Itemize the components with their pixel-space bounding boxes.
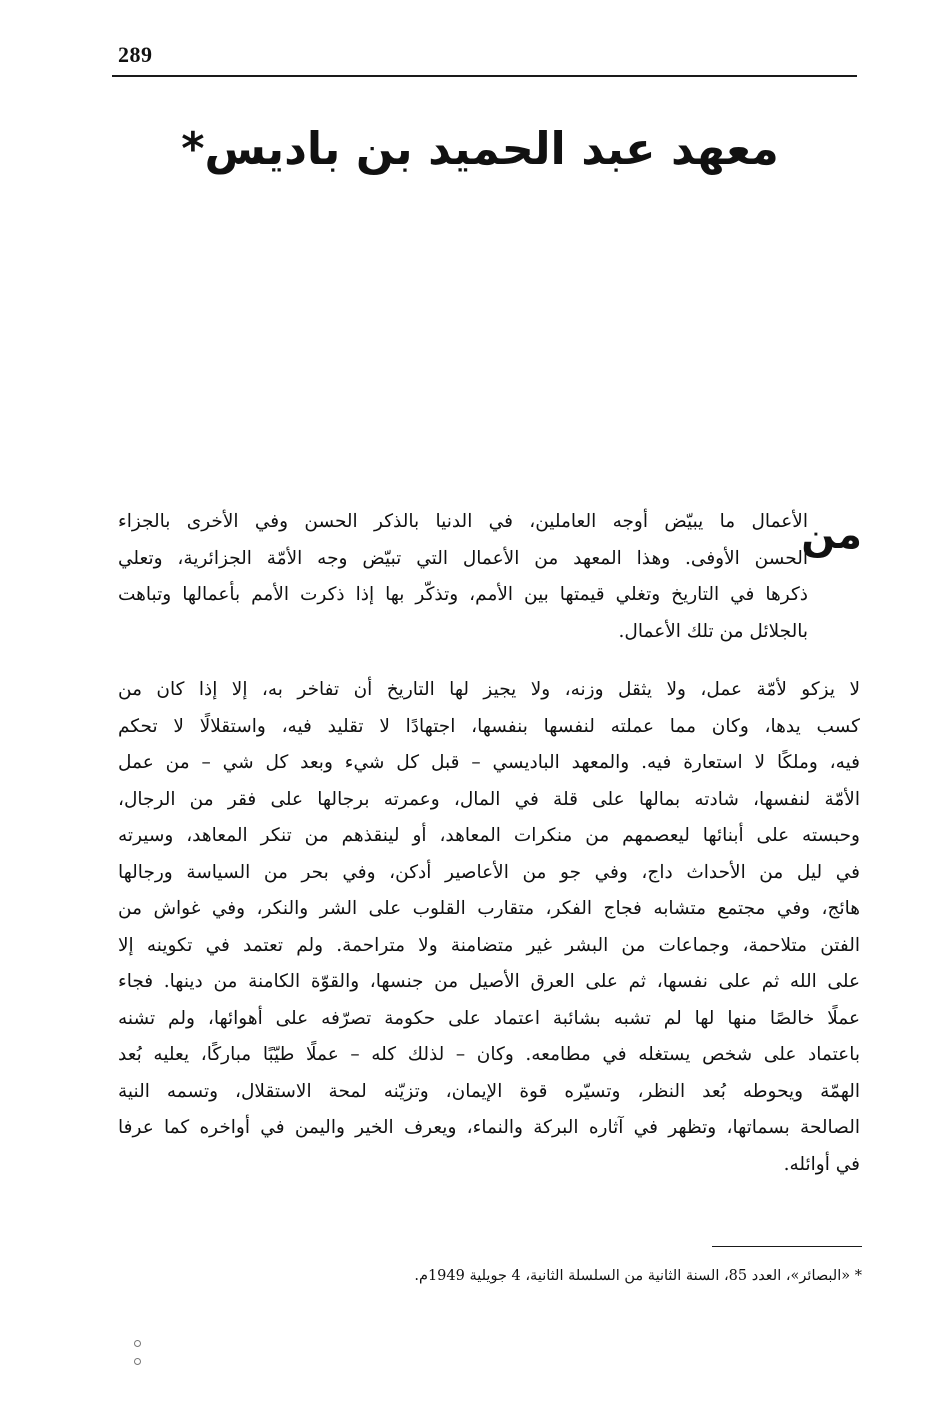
page-number: 289	[118, 42, 153, 67]
text-line: الحسن الأوفى. وهذا المعهد من الأعمال التي تبيّض وجه الأمّة الجزائرية، وتعلي	[118, 547, 808, 569]
text-line: على الله ثم على نفسها، ثم على العرق الأصيل من جنسها، والقوّة الكامنة من دينها. فجاء	[118, 971, 860, 992]
footnote-rule	[712, 1246, 862, 1247]
text-line: في أوائله.	[783, 1153, 860, 1175]
text-line: فيه، وملكًا لا استعارة فيه. والمعهد الباديسي – قبل كل شيء وبعد كل شي – من عمل	[118, 752, 860, 773]
text-line: الهمّة ويحوطه بُعد النظر، وتسيّره قوة الإيمان، وتزيّنه لمحة الاستقلال، وتسمه النية	[118, 1080, 860, 1102]
footnote: * «البصائر»، العدد 85، السنة الثانية من السلسلة الثانية، 4 جويلية 1949م.	[414, 1268, 862, 1284]
text-line: لا يزكو لأمّة عمل، ولا يثقل وزنه، ولا يجيز لها التاريخ أن تفاخر به، إلا إذا كان من	[118, 679, 860, 700]
text-line: الأمّة لنفسها، شادته بمالها على قلة في المال، وعمرته برجالها على فقر من الرجال،	[118, 788, 860, 810]
text-line: الصالحة بسماتها، وتظهر في آثاره البركة والنماء، ويعرف الخير واليمن في أواخره كما عرفا	[118, 1117, 860, 1138]
text-line: وحبسته على أبنائها ليعصمهم من منكرات المعاهد، أو لينقذهم من تنكر المعاهد، وسيرته	[118, 825, 860, 846]
scan-speck	[134, 1340, 141, 1347]
text-line: في ليل من الأحداث داج، وفي جو من الأعاصير أدكن، وفي بحر من السياسة ورجالها	[118, 861, 860, 883]
text-line: باعتماد على شخص يستغله في مطامعه. وكان – لذلك كله – عملًا طيّبًا مباركًا، يعليه بُعد	[118, 1044, 860, 1065]
text-line: عملًا خالصًا منها لها لم تشبه بشائبة اعتماد على حكومة تصرّفه على أهوائها، ولم تشنه	[118, 1007, 860, 1029]
text-line: هائج، وفي مجتمع متشابه فجاج الفكر، متقارب القلوب على الشر والنكر، وفي غواش من	[118, 898, 860, 919]
text-line: بالجلائل من تلك الأعمال.	[618, 620, 808, 642]
header-rule	[112, 75, 857, 77]
paragraph-2	[118, 672, 860, 1183]
paragraph-1	[118, 504, 808, 650]
scan-speck	[134, 1358, 141, 1365]
drop-cap: من	[801, 512, 862, 558]
article-title: معهد عبد الحميد بن باديس*	[181, 124, 779, 175]
text-line: الفتن متلاحمة، وجماعات من البشر غير متضامنة ولا متراحمة. ولم تعتمد في تكوينه إلا	[118, 934, 860, 956]
text-line: ذكرها في التاريخ وتغلي قيمتها بين الأمم، وتذكّر بها إذا ذكرت الأمم بأعمالها وتباهت	[118, 584, 808, 605]
text-line: الأعمال ما يبيّض أوجه العاملين، في الدنيا بالذكر الحسن وفي الأخرى بالجزاء	[118, 511, 808, 532]
text-line: كسب يدها، وكان مما عملته لنفسها بنفسها، اجتهادًا لا تقليد فيه، واستقلالًا لا تحكم	[118, 715, 860, 737]
